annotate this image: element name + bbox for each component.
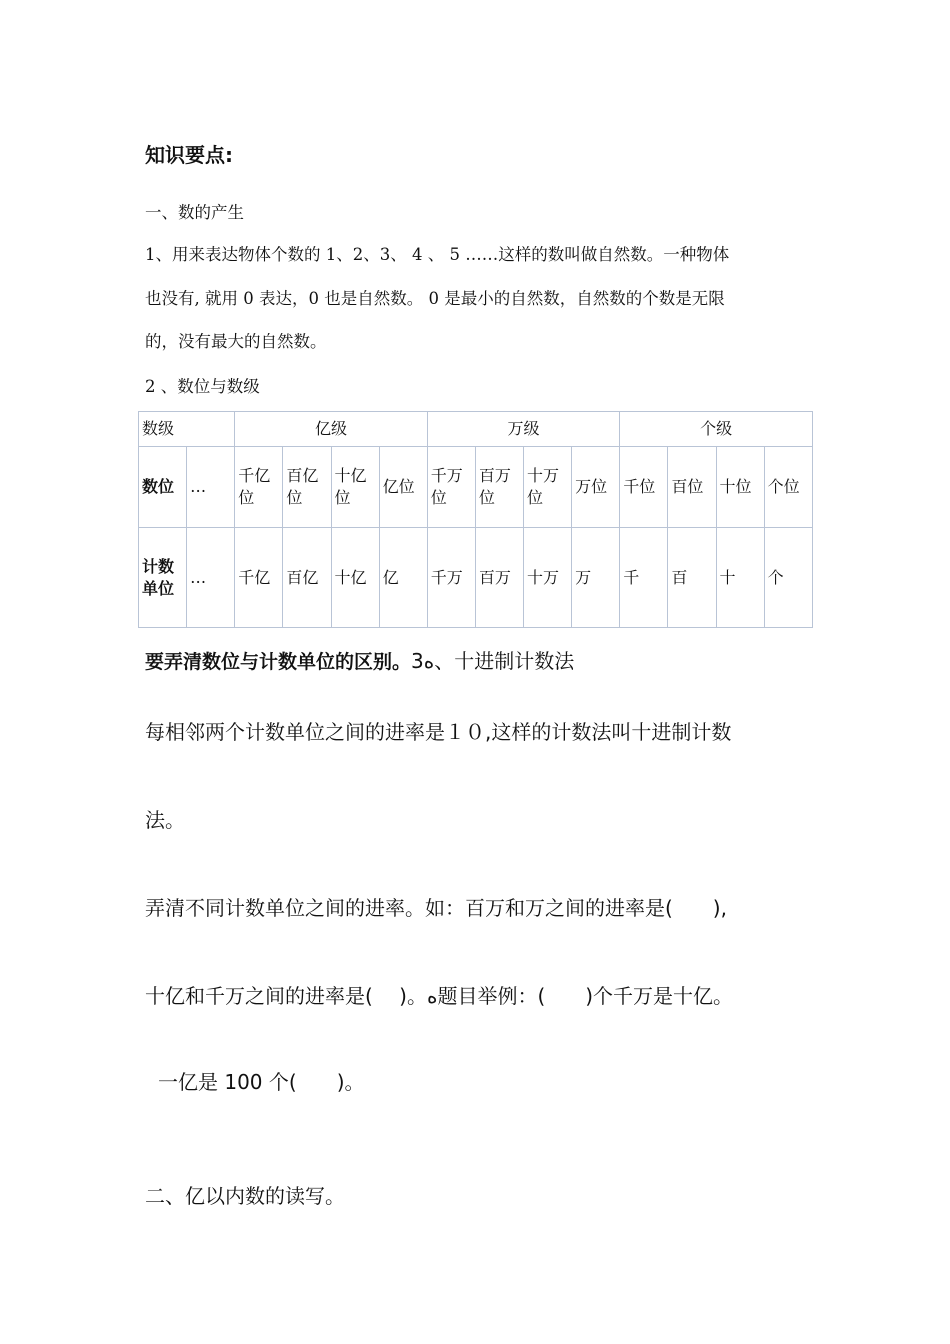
paragraph-line-1: 1、用来表达物体个数的 1、2、3、 4 、 5 ……这样的数叫做自然数。一种物体 [145, 245, 730, 264]
table-cell: 数级 [139, 412, 235, 447]
table-cell: 千 [620, 528, 668, 628]
table-cell: … [187, 528, 235, 628]
table-cell: 千万位 [427, 447, 475, 528]
place-value-table [138, 411, 813, 628]
table-row-grades [139, 412, 813, 447]
table-row-positions [139, 447, 813, 528]
table-cell: 千万 [427, 528, 475, 628]
table-cell: 十位 [716, 447, 764, 528]
table-cell: 万级 [427, 412, 620, 447]
table-cell: 个位 [764, 447, 812, 528]
table-cell: 亿级 [235, 412, 428, 447]
table-cell: 百万 [475, 528, 523, 628]
table-cell: 百位 [668, 447, 716, 528]
table-cell: 百万位 [475, 447, 523, 528]
page-heading: 知识要点: [145, 143, 233, 167]
table-cell: 亿位 [379, 447, 427, 528]
section-1-title: 一、数的产生 [145, 203, 244, 222]
table-cell: 亿 [379, 528, 427, 628]
table-row-units [139, 528, 813, 628]
table-cell: 个 [764, 528, 812, 628]
table-cell: … [187, 447, 235, 528]
note-bold-text: 要弄清数位与计数单位的区别。 [145, 651, 412, 673]
paragraph-line-3: 的，没有最大的自然数。 [145, 332, 327, 351]
table-cell: 百 [668, 528, 716, 628]
table-cell: 个级 [620, 412, 813, 447]
table-cell: 万位 [572, 447, 620, 528]
rate-line-3: 一亿是 100 个( )。 [158, 1070, 365, 1094]
rate-line-1: 弄清不同计数单位之间的进率。如：百万和万之间的进率是( ), [145, 896, 727, 920]
table-cell: 千位 [620, 447, 668, 528]
table-cell: 千亿 [235, 528, 283, 628]
table-cell: 百亿 [283, 528, 331, 628]
decimal-line-1: 每相邻两个计数单位之间的进率是１０,这样的计数法叫十进制计数 [145, 720, 732, 744]
table-cell: 十亿位 [331, 447, 379, 528]
note-line [145, 645, 574, 674]
note-rest-text: 3ه、十进制计数法 [411, 649, 575, 673]
table-cell: 十 [716, 528, 764, 628]
table-cell: 千亿位 [235, 447, 283, 528]
table-cell: 万 [572, 528, 620, 628]
table-cell: 数位 [139, 447, 187, 528]
paragraph-line-2: 也没有, 就用 0 表达，0 也是自然数。 0 是最小的自然数，自然数的个数是无限 [145, 289, 725, 308]
section-3-title: 二、亿以内数的读写。 [145, 1184, 345, 1208]
table-cell: 百亿位 [283, 447, 331, 528]
section-2-title: 2 、数位与数级 [145, 377, 260, 396]
table-cell: 十亿 [331, 528, 379, 628]
decimal-line-2: 法。 [145, 808, 185, 832]
rate-line-2: 十亿和千万之间的进率是( )。ه题目举例：( )个千万是十亿。 [145, 984, 734, 1008]
table-cell: 十万位 [524, 447, 572, 528]
table-cell: 十万 [524, 528, 572, 628]
table-cell: 计数单位 [139, 528, 187, 628]
